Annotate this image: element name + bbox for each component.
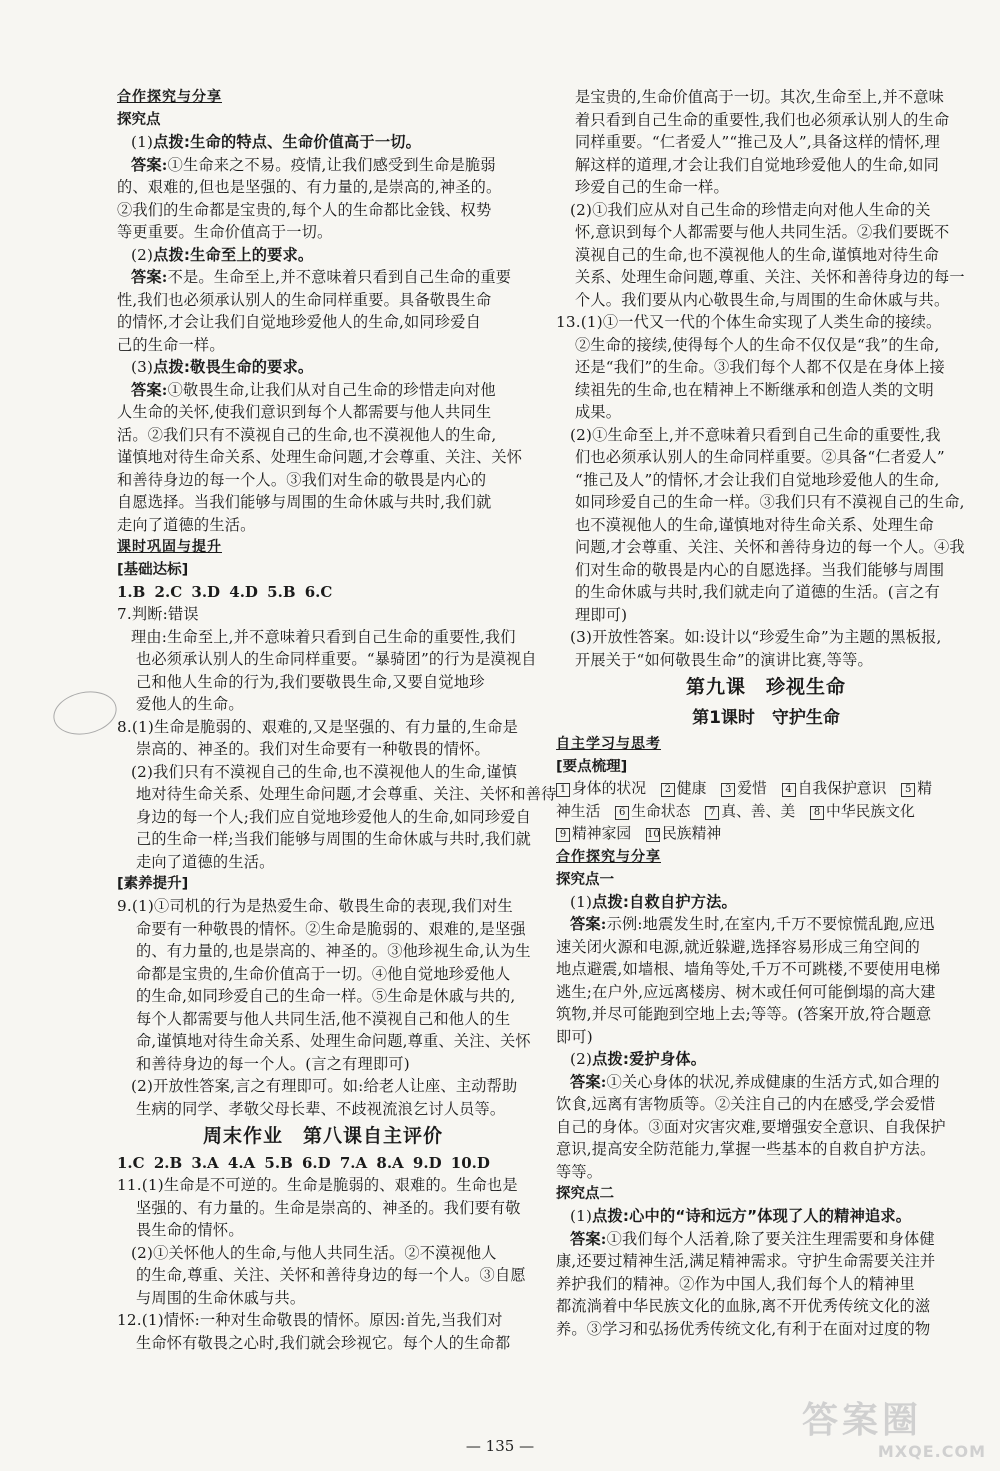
text-line: 的、有力量的,也是崇高的、神圣的。③他珍视生命,认为生 — [136, 942, 531, 960]
text-line — [117, 356, 529, 379]
text-line — [556, 891, 976, 914]
item-number: (1) — [570, 892, 593, 911]
bracket-heading: [素养提升] — [117, 876, 189, 892]
segment-text: ①关心身体的状况,养成健康的生活方式,如合理的 — [606, 1072, 940, 1091]
hint-text: 点拨:敬畏生命的要求。 — [153, 358, 314, 376]
text-line: 逃生;在户外,应远离楼房、树木或任何可能倒塌的高大建 — [556, 982, 936, 1001]
item-number: (1) — [570, 1207, 593, 1225]
section-heading: 合作探究与分享 — [556, 848, 661, 865]
lesson-subtitle: 第1课时 守护生命 — [692, 708, 840, 728]
text-line: 己的生命一样。 — [117, 335, 225, 354]
text-line: 成果。 — [575, 403, 622, 421]
text-line: 即可) — [556, 1027, 593, 1046]
text-line: 续祖先的生命,也在精神上不断继承和创造人类的文明 — [575, 380, 934, 399]
ink-stamp — [49, 686, 120, 740]
text-line: (2)我们只有不漠视自己的生命,也不漠视他人的生命,谨慎 — [131, 762, 518, 781]
watermark-text: 答案圈 — [802, 1400, 923, 1441]
text-line: 问题,才会尊重、关注、关怀和善待身边的每一个人。④我 — [575, 538, 965, 556]
text-line: 的生命,尊重、关注、关怀和善待身边的每一个人。③自愿 — [136, 1266, 526, 1284]
watermark-logo — [802, 1400, 986, 1466]
text-line: 自己的身体。③面对灾害灾难,要增强安全意识、自我保护 — [556, 1117, 946, 1136]
segment-text: ①生命来之不易。疫情,让我们感受到生命是脆弱 — [167, 155, 496, 174]
text-line: 每个人都需要与他人共同生活,他不漠视自己和他人的生 — [136, 1009, 511, 1028]
segment-text: 精 — [917, 780, 933, 797]
right-column — [556, 86, 976, 1340]
text-line — [556, 1228, 976, 1251]
text-line: 如同珍爱自己的生命一样。③我们只有不漠视自己的生命, — [575, 493, 965, 511]
text-line: 性,我们也必须承认别人的生命同样重要。具备敬畏生命 — [117, 290, 492, 309]
text-line: 还是“我们”的生命。③我们每个人都不仅是在身体上接 — [575, 358, 945, 376]
text-line: 的生命,如同珍爱自己的生命一样。⑤生命是休戚与共的, — [136, 987, 516, 1005]
text-line: 意识,提高安全防范能力,掌握一些基本的自救自护方法。 — [556, 1140, 936, 1158]
text-line: (2)①生命至上,并不意味着只看到自己生命的重要性,我 — [570, 425, 941, 444]
hint-text: 点拨:爱护身体。 — [592, 1050, 707, 1068]
subsection-heading: 探究点二 — [556, 1186, 614, 1202]
text-line: 己和他人生命的行为,我们要敬畏生命,又要自觉地珍 — [136, 672, 485, 691]
text-line: “推己及人”的情怀,才会让我们自觉地珍爱他人的生命, — [575, 470, 940, 489]
segment-text: 身体的状况 — [572, 780, 661, 797]
text-line: 生命怀有敬畏之心时,我们就会珍视它。每个人的生命都 — [136, 1333, 511, 1352]
item-number: (3) — [131, 358, 154, 376]
point-number: 2 — [661, 783, 675, 797]
text-line: 生病的同学、孝敬父母长辈、不歧视流浪乞讨人员等。 — [136, 1099, 506, 1118]
point-number: 7 — [705, 806, 719, 820]
segment-text: 自我保护意识 — [797, 780, 902, 797]
point-number: 8 — [810, 806, 824, 820]
segment-text: 生命状态 — [631, 802, 706, 820]
text-line: 珍爱自己的生命一样。 — [575, 178, 729, 196]
text-line — [117, 131, 529, 154]
text-line: 活。②我们只有不漠视自己的生命,也不漠视他人的生命, — [117, 425, 497, 444]
hint-text: 点拨:心中的“诗和远方”体现了人的精神追求。 — [592, 1207, 912, 1225]
hint-text: 点拨:生命至上的要求。 — [153, 245, 314, 264]
section-heading: 课时巩固与提升 — [117, 539, 222, 555]
text-line: 己的生命一样;当我们能够与周围的生命休戚与共时,我们就 — [136, 830, 532, 848]
text-line: 的生命休戚与共时,我们就走向了道德的生活。(言之有 — [575, 583, 941, 601]
text-line: 们对生命的敬畏是内心的自愿选择。当我们能够与周围 — [575, 560, 945, 579]
text-line: 同样重要。“仁者爱人”“推己及人”,具备这样的情怀,理 — [575, 133, 941, 151]
text-line: 等更重要。生命价值高于一切。 — [117, 223, 333, 241]
answer-label: 答案: — [131, 380, 168, 399]
text-line: 怀,意识到每个人都需要与他人共同生活。②我们要既不 — [575, 223, 950, 241]
point-number: 1 — [556, 783, 570, 797]
answer-label: 答案: — [131, 268, 168, 286]
text-line: 地对待生命关系、处理生命问题,才会尊重、关注、关怀和善待 — [136, 785, 557, 803]
text-line: 命都是宝贵的,生命价值高于一切。④他自觉地珍爱他人 — [136, 964, 511, 983]
text-line — [117, 244, 529, 267]
text-line: 谨慎地对待生命关系、处理生命问题,才会尊重、关注、关怀 — [117, 448, 523, 466]
text-line: 地点避震,如墙根、墙角等处,千万不可跳楼,不要使用电梯 — [556, 960, 941, 978]
text-line — [556, 1048, 976, 1071]
bracket-heading: [要点梳理] — [556, 759, 628, 775]
point-number: 6 — [615, 806, 629, 820]
segment-text: 真、善、美 — [721, 802, 810, 820]
text-line: 养。③学习和弘扬优秀传统文化,有利于在面对过度的物 — [556, 1319, 931, 1338]
item-number: (1) — [131, 133, 154, 151]
text-line: 关系、处理生命问题,尊重、关注、关怀和善待身边的每一 — [575, 268, 965, 286]
text-line: 走向了道德的生活。 — [117, 515, 256, 534]
text-line: 12.(1)情怀:一种对生命敬畏的情怀。原因:首先,当我们对 — [117, 1311, 503, 1329]
text-line: 们也必须承认别人的生命同样重要。②具备“仁者爱人” — [575, 448, 945, 466]
segment-text: 民族精神 — [662, 825, 722, 842]
segment-text: 中华民族文化 — [826, 802, 915, 820]
text-line: 速关闭火源和电源,就近躲避,选择容易形成三角空间的 — [556, 937, 920, 956]
point-number: 10 — [647, 829, 660, 840]
text-line — [117, 379, 529, 402]
segment-text: 精神家园 — [572, 825, 646, 842]
text-line: 康,还要过精神生活,满足精神需求。守护生命需要关注并 — [556, 1252, 936, 1270]
point-number: 9 — [556, 828, 570, 842]
text-line: (2)①关怀他人的生命,与他人共同生活。②不漠视他人 — [131, 1243, 497, 1262]
segment-text: 不是。生命至上,并不意味着只看到自己生命的重要 — [167, 268, 512, 286]
text-line: (2)①我们应从对自己生命的珍惜走向对他人生命的关 — [570, 200, 931, 219]
text-line: 是宝贵的,生命价值高于一切。其次,生命至上,并不意味 — [575, 88, 944, 106]
text-line: 13.(1)①一代又一代的个体生命实现了人类生命的接续。 — [556, 313, 942, 331]
text-line: 崇高的、神圣的。我们对生命要有一种敬畏的情怀。 — [136, 740, 490, 758]
text-line: (2)开放性答案,言之有理即可。如:给老人让座、主动帮助 — [131, 1077, 518, 1095]
segment-text: ①敬畏生命,让我们从对自己生命的珍惜走向对他 — [167, 380, 496, 399]
text-line: 11.(1)生命是不可逆的。生命是脆弱的、艰难的。生命也是 — [117, 1176, 518, 1194]
text-line: ②我们的生命都是宝贵的,每个人的生命都比金钱、权势 — [117, 200, 492, 219]
answer-label: 答案: — [570, 1229, 607, 1248]
text-line: 理即可) — [575, 605, 628, 624]
text-line — [556, 1071, 976, 1094]
text-line: 个人。我们要从内心敬畏生命,与周围的生命休戚与共。 — [575, 290, 950, 309]
text-line: 解这样的道理,才会让我们自觉地珍爱他人的生命,如同 — [575, 155, 939, 174]
text-line: 和善待身边的每一个人。③我们对生命的敬畏是内心的 — [117, 470, 487, 489]
text-line: 坚强的、有力量的。生命是崇高的、神圣的。我们要有敬 — [136, 1198, 521, 1217]
text-line: 筑物,并尽可能跑到空地上去;等等。(答案开放,符合题意 — [556, 1005, 932, 1023]
watermark-domain: MXQE.COM — [877, 1442, 986, 1461]
text-line: 9.(1)①司机的行为是热爱生命、敬畏生命的表现,我们对生 — [117, 897, 513, 915]
answer-label: 答案: — [570, 1072, 607, 1091]
text-line: 理由:生命至上,并不意味着只看到自己生命的重要性,我们 — [131, 627, 516, 646]
text-line: 养护我们的精神。②作为中国人,我们每个人的精神里 — [556, 1274, 915, 1293]
page-number: — 135 — — [465, 1437, 535, 1455]
segment-text: 示例:地震发生时,在室内,千万不要惊慌乱跑,应迅 — [606, 915, 935, 933]
text-line: 的情怀,才会让我们自觉地珍爱他人的生命,如同珍爱自 — [117, 313, 481, 331]
lesson-title: 周末作业 第八课自主评价 — [202, 1125, 443, 1147]
answer-label: 答案: — [131, 155, 168, 174]
hint-text: 点拨:自救自护方法。 — [592, 892, 737, 911]
text-line: 与周围的生命休戚与共。 — [136, 1288, 306, 1307]
text-line: 爱他人的生命。 — [136, 695, 244, 713]
text-line: 等等。 — [556, 1162, 603, 1181]
text-line: 人生命的关怀,使我们意识到每个人都需要与他人共同生 — [117, 403, 492, 421]
text-line: 着只看到自己生命的重要性,我们也必须承认别人的生命 — [575, 110, 950, 129]
key-points-line — [556, 778, 976, 801]
segment-text: 爱惜 — [737, 780, 782, 797]
text-line: 漠视自己的生命,也不漠视他人的生命,谨慎地对待生命 — [575, 245, 939, 264]
text-line: 自愿选择。当我们能够与周围的生命休戚与共时,我们就 — [117, 493, 492, 511]
point-number: 4 — [782, 783, 796, 797]
choice-answers: 1.C 2.B 3.A 4.A 5.B 6.D 7.A 8.A 9.D 10.D — [117, 1154, 490, 1172]
lesson-title: 第九课 珍视生命 — [685, 676, 846, 698]
text-line: 饮食,远离有害物质等。②关注自己的内在感受,学会爱惜 — [556, 1095, 936, 1113]
text-line: 开展关于“如何敬畏生命”的演讲比赛,等等。 — [575, 650, 873, 669]
item-number: (2) — [131, 245, 154, 264]
text-line: (3)开放性答案。如:设计以“珍爱生命”为主题的黑板报, — [570, 628, 942, 646]
text-line: 命要有一种敬畏的情怀。②生命是脆弱的、艰难的,是坚强 — [136, 919, 526, 938]
segment-text: ①我们每个人活着,除了要关注生理需要和身体健 — [606, 1229, 935, 1248]
point-number: 5 — [901, 783, 915, 797]
text-line: 命,谨慎地对待生命关系、处理生命问题,尊重、关注、关怀 — [136, 1032, 531, 1050]
text-line: 都流淌着中华民族文化的血脉,离不开优秀传统文化的滋 — [556, 1297, 931, 1315]
text-line: 7.判断:错误 — [117, 605, 199, 623]
key-points-line — [556, 801, 976, 824]
segment-text: 健康 — [676, 780, 722, 797]
section-heading: 自主学习与思考 — [556, 736, 661, 752]
text-line — [556, 913, 976, 936]
point-number: 3 — [721, 783, 735, 797]
left-column — [117, 86, 557, 1354]
segment-text: 神生活 — [556, 802, 616, 820]
text-line: 身边的每一个人;我们应自觉地珍爱他人的生命,如同珍爱自 — [136, 807, 532, 826]
text-line: 和善待身边的每一个人。(言之有理即可) — [136, 1054, 410, 1073]
text-line — [556, 1205, 976, 1228]
choice-answers: 1.B 2.C 3.D 4.D 5.B 6.C — [117, 583, 333, 601]
answer-label: 答案: — [570, 915, 607, 933]
subsection-heading: 探究点一 — [556, 871, 614, 888]
hint-text: 点拨:生命的特点、生命价值高于一切。 — [153, 133, 421, 151]
section-heading: 合作探究与分享 — [117, 89, 222, 105]
text-line: 也必须承认别人的生命同样重要。“暴骑团”的行为是漠视自 — [136, 650, 537, 668]
text-line: 8.(1)生命是脆弱的、艰难的,又是坚强的、有力量的,生命是 — [117, 717, 518, 736]
text-line: 也不漠视他人的生命,谨慎地对待生命关系、处理生命 — [575, 515, 934, 534]
text-line — [117, 154, 529, 177]
key-points-line — [556, 823, 976, 846]
text-line: 畏生命的情怀。 — [136, 1221, 244, 1239]
text-line: ②生命的接续,使得每个人的生命不仅仅是“我”的生命, — [575, 335, 940, 354]
bracket-heading: [基础达标] — [117, 562, 189, 578]
subsection-heading: 探究点 — [117, 112, 161, 128]
item-number: (2) — [570, 1050, 593, 1068]
text-line — [117, 266, 529, 289]
text-line: 的、艰难的,但也是坚强的、有力量的,是崇高的,神圣的。 — [117, 178, 502, 196]
text-line: 走向了道德的生活。 — [136, 852, 275, 871]
